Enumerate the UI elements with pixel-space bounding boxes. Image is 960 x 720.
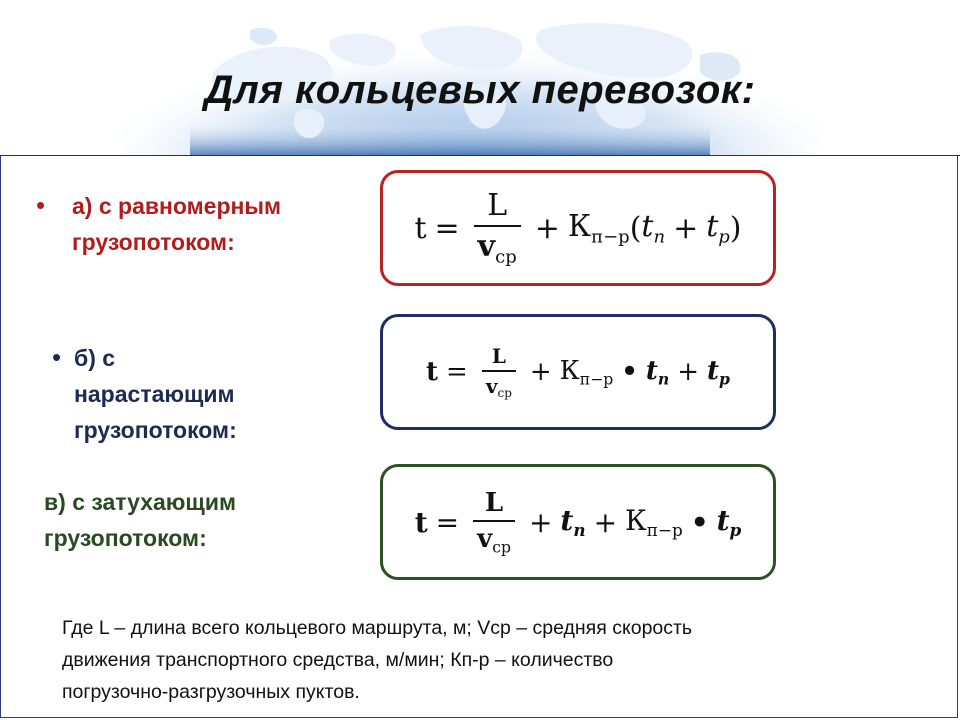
formula-coefficient: $К_{п-р}$	[567, 208, 630, 248]
label-line: грузопотоком:	[74, 417, 237, 443]
formula-paren-open: (	[629, 210, 642, 246]
formula-fraction	[482, 344, 516, 400]
footnote-line: Где L – длина всего кольцевого маршрута, м; Vср – средняя скорость	[62, 617, 693, 639]
label-line: грузопотоком:	[44, 525, 207, 551]
header-divider	[0, 155, 960, 156]
label-line: б) с	[74, 345, 116, 371]
formula-eq: =	[446, 357, 468, 387]
fraction-denominator: $v_{ср}$	[477, 523, 511, 557]
formula-dot: •	[690, 505, 709, 539]
formula-plus: +	[673, 210, 699, 246]
page-title: Для кольцевых перевозок:	[204, 68, 756, 112]
formula-coefficient: $К_{п-р}$	[625, 504, 683, 540]
label-increasing-flow	[74, 340, 237, 448]
formula-term-tp: $t_p$	[706, 208, 730, 248]
formula-term-tn: $t_n$	[560, 504, 586, 540]
label-line: грузопотоком:	[72, 229, 235, 255]
formula-eq: =	[435, 505, 460, 539]
formula-increasing	[383, 317, 773, 427]
footnote-line: движения транспортного средства, м/мин; Кп-р – количество	[62, 649, 614, 671]
formula-fraction	[474, 188, 521, 267]
formula-term-tp: $t_p$	[716, 504, 742, 540]
header	[0, 0, 960, 156]
formula-eq: =	[434, 210, 460, 246]
formula-coefficient: $К_{п-р}$	[559, 355, 614, 389]
fraction-numerator: L	[487, 188, 508, 224]
bullet-b: •	[52, 342, 62, 372]
formula-lhs: t	[414, 210, 427, 246]
label-line: в) с затухающим	[44, 489, 236, 515]
fraction-denominator: $v_{ср}$	[485, 373, 512, 401]
formula-plus: +	[528, 505, 553, 539]
label-decreasing-flow	[44, 484, 236, 556]
footnote	[62, 612, 892, 708]
formula-term-tn: $t_n$	[641, 208, 666, 248]
footnote-line: погрузочно-разгрузочных пуктов.	[62, 681, 360, 703]
formula-decreasing	[383, 467, 773, 577]
formula-paren-close: )	[729, 210, 742, 246]
formula-lhs: t	[414, 505, 428, 539]
formula-plus: +	[593, 505, 618, 539]
label-line: а) с равномерным	[72, 193, 282, 219]
formula-box-uniform	[380, 170, 776, 286]
formula-fraction	[473, 488, 515, 556]
label-line: нарастающим	[74, 381, 235, 407]
fraction-numerator: L	[491, 343, 506, 368]
fraction-numerator: L	[484, 487, 504, 518]
formula-box-decreasing	[380, 464, 776, 580]
formula-box-increasing	[380, 314, 776, 430]
formula-term-tp: $t_p$	[707, 355, 730, 389]
formula-term-tn: $t_n$	[645, 355, 670, 389]
label-uniform-flow	[72, 188, 281, 260]
formula-plus: +	[534, 210, 560, 246]
formula-plus: +	[677, 357, 700, 387]
formula-plus: +	[529, 357, 552, 387]
fraction-denominator: $v_{ср}$	[477, 229, 517, 268]
formula-dot: •	[621, 357, 638, 387]
formula-uniform	[383, 173, 773, 283]
bullet-a: •	[36, 190, 46, 220]
formula-lhs: t	[426, 357, 439, 387]
